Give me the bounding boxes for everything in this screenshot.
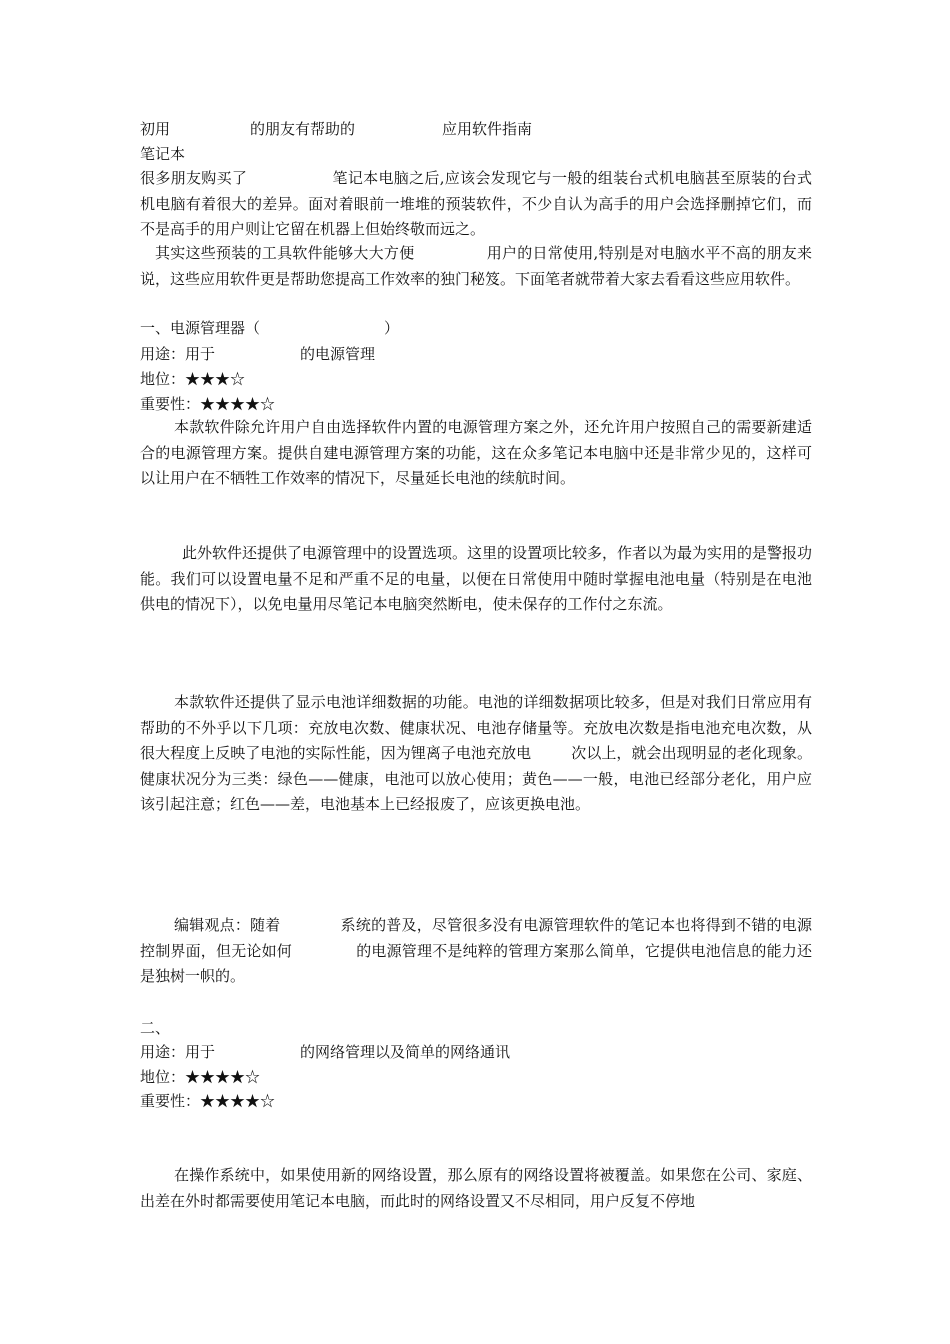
- section1-paragraph-2: 此外软件还提供了电源管理中的设置选项。这里的设置项比较多，作者以为最为实用的是警报功能。我们可以设置电量不足和严重不足的电量，以便在日常使用中随时掌握电池电量（特别是在电池供电的情况下），以免电量用尽笔记本电脑突然断电，使未保存的工作付之东流。: [140, 544, 813, 613]
- intro-paragraph-2: [140, 241, 812, 292]
- section2-heading: 二、: [140, 1019, 171, 1037]
- section2-importance-rating: 重要性：★★★★☆: [140, 1092, 276, 1110]
- intro-p2-start: 其实这些预装的工具软件能够大大方便: [155, 244, 415, 262]
- title-part-1: 初用: [140, 120, 171, 138]
- section1-paragraph-1: 本款软件除允许用户自由选择软件内置的电源管理方案之外，还允许用户按照自己的需要新建适合的电源管理方案。提供自建电源管理方案的功能，这在众多笔记本电脑中还是非常少见的，这样可以让用户在不牺牲工作效率的情况下，尽量延长电池的续航时间。: [140, 418, 812, 487]
- doc-title: [140, 119, 560, 139]
- intro-p2-rest: 用户的日常使用,特别是对电脑水平不高的朋友来说，这些应用软件更是帮助您提高工作效率的独门秘笈。下面笔者就带着大家去看看这些应用软件。: [140, 244, 812, 288]
- section2-usage: 用途：用于 的网络管理以及简单的网络通讯: [140, 1043, 511, 1061]
- section2-status-rating: 地位：★★★★☆: [140, 1068, 261, 1086]
- section1-importance-rating: 重要性：★★★★☆: [140, 395, 276, 413]
- section1-usage: 用途：用于 的电源管理: [140, 345, 376, 363]
- section2-paragraph-1: 在操作系统中，如果使用新的网络设置，那么原有的网络设置将被覆盖。如果您在公司、家庭、出差在外时都需要使用笔记本电脑，而此时的网络设置又不尽相同，用户反复不停地: [140, 1166, 812, 1210]
- intro-p1-start: 很多朋友购买了: [140, 169, 248, 187]
- intro-paragraph-1: [140, 166, 812, 243]
- doc-title-line2: 笔记本: [140, 145, 186, 163]
- title-part-2: 的朋友有帮助的: [250, 120, 356, 138]
- intro-p1-rest: 笔记本电脑之后,应该会发现它与一般的组装台式机电脑甚至原装的台式机电脑有着很大的差异。面对着眼前一堆堆的预装软件，不少自认为高手的用户会选择删掉它们，而不是高手的用户则让它留在机器上但始终敬而远之。: [140, 169, 812, 238]
- section1-status-rating: 地位：★★★☆: [140, 370, 246, 388]
- section1-heading: 一、电源管理器（ ）: [140, 319, 400, 337]
- section1-paragraph-3: 本款软件还提供了显示电池详细数据的功能。电池的详细数据项比较多，但是对我们日常应用有帮助的不外乎以下几项：充放电次数、健康状况、电池存储量等。充放电次数是指电池充电次数，从很大程度上反映了电池的实际性能，因为锂离子电池充放电 次以上，就会出现明显的老化现象。健康状况分为三类：绿色——健康，电池可以放心使用；黄色——一般，电池已经部分老化，用户应该引起注意；红色——差，电池基本上已经报废了，应该更换电池。: [140, 693, 812, 813]
- title-part-3: 应用软件指南: [442, 120, 533, 138]
- section1-editor-view: 编辑观点：随着 系统的普及，尽管很多没有电源管理软件的笔记本也将得到不错的电源控制界面，但无论如何 的电源管理不是纯粹的管理方案那么简单，它提供电池信息的能力还是独树一帜的。: [140, 916, 812, 985]
